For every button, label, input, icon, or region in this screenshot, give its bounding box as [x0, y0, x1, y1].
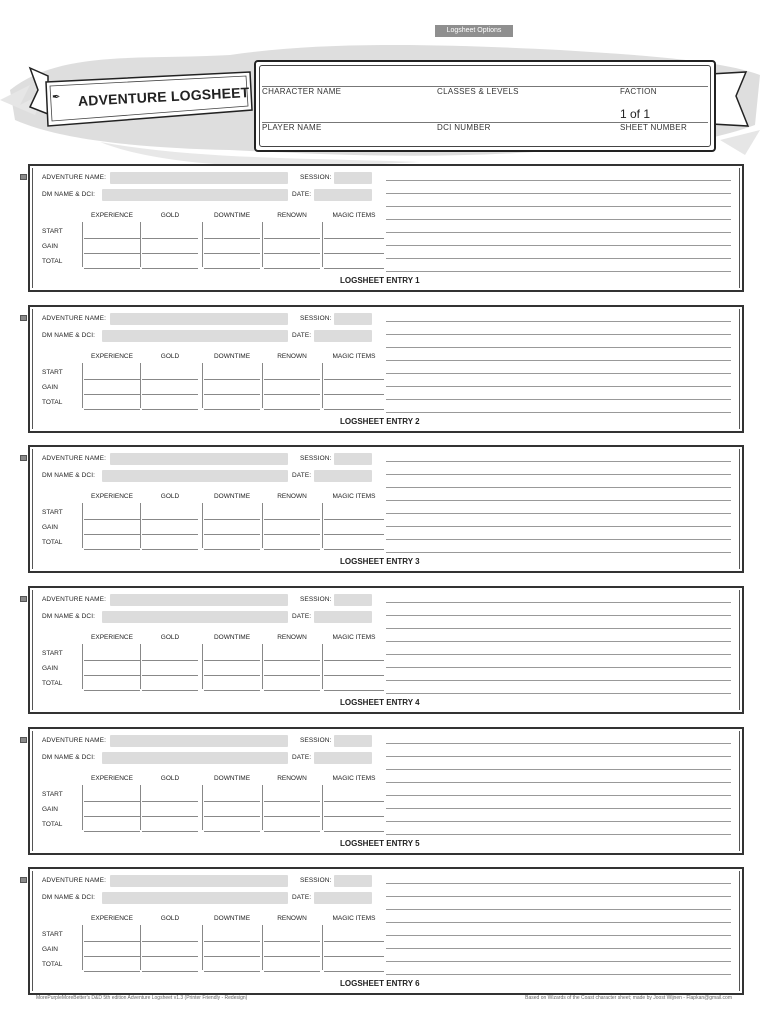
adventure-name-label: ADVENTURE NAME:	[42, 596, 106, 603]
table-row-label: START	[42, 931, 63, 938]
table-column-header: EXPERIENCE	[91, 915, 133, 922]
session-label: SESSION:	[300, 174, 332, 181]
table-cell[interactable]	[324, 520, 384, 535]
table-cell[interactable]	[204, 520, 260, 535]
table-cell[interactable]	[264, 535, 320, 550]
notes-line[interactable]	[386, 641, 731, 642]
table-cell[interactable]	[204, 661, 260, 676]
dm-name-label: DM NAME & DCI:	[42, 613, 96, 620]
table-divider	[140, 222, 141, 267]
table-row-label: TOTAL	[42, 539, 63, 546]
table-row-label: GAIN	[42, 243, 58, 250]
table-column-header: DOWNTIME	[213, 212, 251, 219]
table-divider	[140, 785, 141, 830]
table-cell[interactable]	[84, 224, 140, 239]
table-cell[interactable]	[324, 957, 384, 972]
table-cell[interactable]	[324, 676, 384, 691]
table-cell[interactable]	[84, 927, 140, 942]
notes-line[interactable]	[386, 513, 731, 514]
table-cell[interactable]	[84, 787, 140, 802]
table-cell[interactable]	[142, 254, 198, 269]
dm-name-input[interactable]	[102, 892, 288, 904]
table-column-header: EXPERIENCE	[91, 634, 133, 641]
table-row-label: START	[42, 228, 63, 235]
table-column-header: DOWNTIME	[213, 775, 251, 782]
table-row-label: GAIN	[42, 665, 58, 672]
table-cell[interactable]	[324, 802, 384, 817]
table-divider	[140, 925, 141, 970]
table-cell[interactable]	[324, 254, 384, 269]
session-input[interactable]	[334, 875, 372, 887]
date-input[interactable]	[314, 892, 372, 904]
table-cell[interactable]	[264, 957, 320, 972]
entry-title: LOGSHEET ENTRY 3	[340, 557, 420, 566]
notes-line[interactable]	[386, 834, 731, 835]
table-row-label: TOTAL	[42, 399, 63, 406]
adventure-name-label: ADVENTURE NAME:	[42, 737, 106, 744]
notes-line[interactable]	[386, 180, 731, 181]
table-cell[interactable]	[264, 802, 320, 817]
table-cell[interactable]	[84, 661, 140, 676]
session-input[interactable]	[334, 453, 372, 465]
date-input[interactable]	[314, 470, 372, 482]
notes-line[interactable]	[386, 487, 731, 488]
classes-levels-label: CLASSES & LEVELS	[437, 87, 519, 96]
table-column-header: EXPERIENCE	[91, 493, 133, 500]
table-column-header: GOLD	[160, 775, 180, 782]
table-divider	[140, 503, 141, 548]
notes-line[interactable]	[386, 526, 731, 527]
table-divider	[82, 925, 83, 970]
table-cell[interactable]	[204, 505, 260, 520]
table-cell[interactable]	[204, 224, 260, 239]
table-divider	[82, 222, 83, 267]
table-cell[interactable]	[142, 505, 198, 520]
table-column-header: DOWNTIME	[213, 493, 251, 500]
entry-toggle-button[interactable]	[20, 455, 27, 461]
logsheet-entry	[28, 164, 744, 292]
entry-toggle-button[interactable]	[20, 737, 27, 743]
table-divider	[202, 925, 203, 970]
date-input[interactable]	[314, 752, 372, 764]
notes-line[interactable]	[386, 399, 731, 400]
notes-line[interactable]	[386, 782, 731, 783]
table-column-header: MAGIC ITEMS	[332, 915, 376, 922]
table-row-label: TOTAL	[42, 821, 63, 828]
table-row-label: START	[42, 369, 63, 376]
adventure-name-input[interactable]	[110, 875, 288, 887]
table-cell[interactable]	[264, 676, 320, 691]
notes-line[interactable]	[386, 474, 731, 475]
table-column-header: DOWNTIME	[213, 353, 251, 360]
table-cell[interactable]	[84, 380, 140, 395]
table-cell[interactable]	[204, 927, 260, 942]
table-divider	[322, 363, 323, 408]
notes-line[interactable]	[386, 961, 731, 962]
table-column-header: DOWNTIME	[213, 634, 251, 641]
notes-line[interactable]	[386, 628, 731, 629]
notes-line[interactable]	[386, 386, 731, 387]
table-cell[interactable]	[204, 646, 260, 661]
table-row-label: GAIN	[42, 946, 58, 953]
character-name-label: CHARACTER NAME	[262, 87, 342, 96]
table-cell[interactable]	[324, 661, 384, 676]
notes-line[interactable]	[386, 219, 731, 220]
table-cell[interactable]	[84, 942, 140, 957]
session-label: SESSION:	[300, 455, 332, 462]
table-cell[interactable]	[204, 365, 260, 380]
table-cell[interactable]	[142, 787, 198, 802]
sheet-number-value[interactable]: 1 of 1	[620, 107, 651, 121]
character-header	[254, 60, 716, 152]
table-cell[interactable]	[142, 927, 198, 942]
notes-line[interactable]	[386, 896, 731, 897]
table-column-header: EXPERIENCE	[91, 775, 133, 782]
table-cell[interactable]	[264, 380, 320, 395]
table-cell[interactable]	[204, 787, 260, 802]
table-divider	[202, 785, 203, 830]
table-divider	[322, 644, 323, 689]
table-cell[interactable]	[264, 254, 320, 269]
table-divider	[262, 222, 263, 267]
table-divider	[262, 925, 263, 970]
table-row-label: START	[42, 791, 63, 798]
table-cell[interactable]	[264, 646, 320, 661]
entry-title: LOGSHEET ENTRY 4	[340, 698, 420, 707]
table-cell[interactable]	[84, 535, 140, 550]
table-cell[interactable]	[84, 505, 140, 520]
table-row-label: START	[42, 509, 63, 516]
table-cell[interactable]	[324, 395, 384, 410]
dm-name-label: DM NAME & DCI:	[42, 472, 96, 479]
footer-credits-left: MorePurpleMoreBetter's D&D 5th edition Adventure Logsheet v1.3 (Printer Friendly - Redesign)	[36, 995, 248, 1001]
dm-name-label: DM NAME & DCI:	[42, 754, 96, 761]
notes-line[interactable]	[386, 922, 731, 923]
table-row-label: GAIN	[42, 806, 58, 813]
dm-name-input[interactable]	[102, 189, 288, 201]
dm-name-input[interactable]	[102, 330, 288, 342]
dm-name-label: DM NAME & DCI:	[42, 191, 96, 198]
notes-line[interactable]	[386, 552, 731, 553]
adventure-name-input[interactable]	[110, 453, 288, 465]
table-divider	[82, 785, 83, 830]
date-input[interactable]	[314, 330, 372, 342]
table-cell[interactable]	[142, 817, 198, 832]
table-column-header: MAGIC ITEMS	[332, 212, 376, 219]
table-divider	[140, 644, 141, 689]
table-cell[interactable]	[204, 957, 260, 972]
table-cell[interactable]	[264, 395, 320, 410]
notes-line[interactable]	[386, 461, 731, 462]
adventure-name-input[interactable]	[110, 313, 288, 325]
table-cell[interactable]	[142, 224, 198, 239]
date-label: DATE:	[292, 613, 312, 620]
logsheet-entry	[28, 586, 744, 714]
table-cell[interactable]	[264, 817, 320, 832]
adventure-name-label: ADVENTURE NAME:	[42, 877, 106, 884]
table-column-header: MAGIC ITEMS	[332, 775, 376, 782]
table-column-header: RENOWN	[277, 915, 307, 922]
session-input[interactable]	[334, 594, 372, 606]
notes-line[interactable]	[386, 909, 731, 910]
table-divider	[82, 644, 83, 689]
date-label: DATE:	[292, 191, 312, 198]
adventure-name-label: ADVENTURE NAME:	[42, 174, 106, 181]
table-cell[interactable]	[324, 646, 384, 661]
notes-line[interactable]	[386, 667, 731, 668]
table-column-header: GOLD	[160, 634, 180, 641]
dm-name-input[interactable]	[102, 752, 288, 764]
session-label: SESSION:	[300, 877, 332, 884]
notes-line[interactable]	[386, 808, 731, 809]
table-divider	[322, 503, 323, 548]
table-column-header: GOLD	[160, 212, 180, 219]
table-column-header: RENOWN	[277, 775, 307, 782]
table-divider	[262, 363, 263, 408]
notes-line[interactable]	[386, 271, 731, 272]
table-column-header: RENOWN	[277, 212, 307, 219]
table-cell[interactable]	[84, 817, 140, 832]
table-cell[interactable]	[142, 802, 198, 817]
notes-line[interactable]	[386, 974, 731, 975]
table-cell[interactable]	[142, 661, 198, 676]
entry-title: LOGSHEET ENTRY 1	[340, 276, 420, 285]
notes-line[interactable]	[386, 602, 731, 603]
table-cell[interactable]	[142, 942, 198, 957]
session-label: SESSION:	[300, 596, 332, 603]
table-cell[interactable]	[264, 661, 320, 676]
table-cell[interactable]	[324, 817, 384, 832]
date-input[interactable]	[314, 611, 372, 623]
session-label: SESSION:	[300, 737, 332, 744]
notes-line[interactable]	[386, 347, 731, 348]
notes-line[interactable]	[386, 948, 731, 949]
quill-icon: ✒	[52, 92, 61, 103]
adventure-name-input[interactable]	[110, 172, 288, 184]
table-divider	[202, 503, 203, 548]
table-cell[interactable]	[142, 676, 198, 691]
table-column-header: EXPERIENCE	[91, 212, 133, 219]
table-divider	[262, 785, 263, 830]
table-divider	[82, 503, 83, 548]
table-cell[interactable]	[84, 646, 140, 661]
table-cell[interactable]	[84, 395, 140, 410]
table-cell[interactable]	[204, 535, 260, 550]
notes-line[interactable]	[386, 883, 731, 884]
table-cell[interactable]	[204, 380, 260, 395]
table-column-header: GOLD	[160, 493, 180, 500]
logsheet-entry	[28, 727, 744, 855]
table-cell[interactable]	[264, 505, 320, 520]
table-divider	[322, 785, 323, 830]
table-cell[interactable]	[142, 520, 198, 535]
table-cell[interactable]	[324, 505, 384, 520]
table-cell[interactable]	[84, 239, 140, 254]
table-cell[interactable]	[204, 676, 260, 691]
table-cell[interactable]	[142, 957, 198, 972]
table-cell[interactable]	[84, 365, 140, 380]
table-cell[interactable]	[142, 395, 198, 410]
table-column-header: DOWNTIME	[213, 915, 251, 922]
adventure-name-label: ADVENTURE NAME:	[42, 455, 106, 462]
player-name-label: PLAYER NAME	[262, 123, 322, 132]
notes-line[interactable]	[386, 615, 731, 616]
table-column-header: RENOWN	[277, 634, 307, 641]
table-cell[interactable]	[204, 817, 260, 832]
date-label: DATE:	[292, 894, 312, 901]
table-cell[interactable]	[324, 239, 384, 254]
notes-line[interactable]	[386, 769, 731, 770]
table-row-label: GAIN	[42, 384, 58, 391]
table-divider	[322, 925, 323, 970]
table-divider	[202, 644, 203, 689]
table-column-header: MAGIC ITEMS	[332, 634, 376, 641]
table-cell[interactable]	[324, 224, 384, 239]
table-column-header: MAGIC ITEMS	[332, 493, 376, 500]
table-divider	[202, 222, 203, 267]
table-column-header: MAGIC ITEMS	[332, 353, 376, 360]
table-cell[interactable]	[84, 676, 140, 691]
notes-line[interactable]	[386, 245, 731, 246]
adventure-name-input[interactable]	[110, 594, 288, 606]
notes-line[interactable]	[386, 232, 731, 233]
notes-line[interactable]	[386, 743, 731, 744]
table-cell[interactable]	[142, 535, 198, 550]
notes-line[interactable]	[386, 693, 731, 694]
table-cell[interactable]	[142, 646, 198, 661]
logsheet-options-button[interactable]: Logsheet Options	[435, 25, 513, 37]
table-cell[interactable]	[84, 802, 140, 817]
table-row-label: TOTAL	[42, 961, 63, 968]
table-cell[interactable]	[324, 380, 384, 395]
date-label: DATE:	[292, 472, 312, 479]
entry-title: LOGSHEET ENTRY 6	[340, 979, 420, 988]
entry-toggle-button[interactable]	[20, 596, 27, 602]
table-cell[interactable]	[264, 224, 320, 239]
notes-line[interactable]	[386, 680, 731, 681]
notes-line[interactable]	[386, 821, 731, 822]
session-label: SESSION:	[300, 315, 332, 322]
table-cell[interactable]	[324, 787, 384, 802]
dm-name-input[interactable]	[102, 470, 288, 482]
table-cell[interactable]	[324, 927, 384, 942]
table-column-header: GOLD	[160, 915, 180, 922]
table-divider	[262, 644, 263, 689]
table-cell[interactable]	[264, 520, 320, 535]
table-cell[interactable]	[264, 239, 320, 254]
entry-title: LOGSHEET ENTRY 5	[340, 839, 420, 848]
table-divider	[140, 363, 141, 408]
entry-title: LOGSHEET ENTRY 2	[340, 417, 420, 426]
dci-number-label: DCI NUMBER	[437, 123, 491, 132]
table-cell[interactable]	[142, 239, 198, 254]
table-cell[interactable]	[264, 787, 320, 802]
dm-name-label: DM NAME & DCI:	[42, 894, 96, 901]
table-cell[interactable]	[264, 942, 320, 957]
notes-line[interactable]	[386, 935, 731, 936]
table-cell[interactable]	[324, 535, 384, 550]
table-column-header: EXPERIENCE	[91, 353, 133, 360]
faction-label: FACTION	[620, 87, 657, 96]
session-input[interactable]	[334, 313, 372, 325]
table-row-label: TOTAL	[42, 258, 63, 265]
logsheet-entry	[28, 305, 744, 433]
adventure-name-label: ADVENTURE NAME:	[42, 315, 106, 322]
table-cell[interactable]	[142, 380, 198, 395]
table-column-header: RENOWN	[277, 493, 307, 500]
table-cell[interactable]	[204, 239, 260, 254]
table-cell[interactable]	[84, 520, 140, 535]
notes-line[interactable]	[386, 193, 731, 194]
notes-line[interactable]	[386, 756, 731, 757]
logsheet-entry	[28, 445, 744, 573]
footer-credits-right: Based on Wizards of the Coast character sheet; made by Joost Wijnen - Flapkan@gmail.com	[525, 995, 732, 1001]
table-divider	[262, 503, 263, 548]
table-divider	[82, 363, 83, 408]
table-divider	[322, 222, 323, 267]
table-cell[interactable]	[204, 395, 260, 410]
page-title: ADVENTURE LOGSHEET	[77, 84, 250, 109]
table-cell[interactable]	[324, 365, 384, 380]
entry-toggle-button[interactable]	[20, 315, 27, 321]
sheet-number-label: SHEET NUMBER	[620, 123, 688, 132]
table-cell[interactable]	[142, 365, 198, 380]
logsheet-entry	[28, 867, 744, 995]
notes-line[interactable]	[386, 795, 731, 796]
table-cell[interactable]	[84, 957, 140, 972]
notes-line[interactable]	[386, 360, 731, 361]
table-row-label: GAIN	[42, 524, 58, 531]
table-cell[interactable]	[204, 802, 260, 817]
notes-line[interactable]	[386, 412, 731, 413]
table-column-header: GOLD	[160, 353, 180, 360]
date-label: DATE:	[292, 332, 312, 339]
table-cell[interactable]	[204, 942, 260, 957]
notes-line[interactable]	[386, 539, 731, 540]
table-column-header: RENOWN	[277, 353, 307, 360]
session-input[interactable]	[334, 735, 372, 747]
notes-line[interactable]	[386, 500, 731, 501]
session-input[interactable]	[334, 172, 372, 184]
table-row-label: TOTAL	[42, 680, 63, 687]
table-cell[interactable]	[84, 254, 140, 269]
dm-name-label: DM NAME & DCI:	[42, 332, 96, 339]
notes-line[interactable]	[386, 654, 731, 655]
table-cell[interactable]	[264, 365, 320, 380]
notes-line[interactable]	[386, 258, 731, 259]
date-label: DATE:	[292, 754, 312, 761]
table-divider	[202, 363, 203, 408]
notes-line[interactable]	[386, 373, 731, 374]
notes-line[interactable]	[386, 321, 731, 322]
dm-name-input[interactable]	[102, 611, 288, 623]
table-cell[interactable]	[324, 942, 384, 957]
table-cell[interactable]	[264, 927, 320, 942]
entry-toggle-button[interactable]	[20, 174, 27, 180]
entry-toggle-button[interactable]	[20, 877, 27, 883]
table-cell[interactable]	[204, 254, 260, 269]
notes-line[interactable]	[386, 334, 731, 335]
table-row-label: START	[42, 650, 63, 657]
date-input[interactable]	[314, 189, 372, 201]
notes-line[interactable]	[386, 206, 731, 207]
adventure-name-input[interactable]	[110, 735, 288, 747]
